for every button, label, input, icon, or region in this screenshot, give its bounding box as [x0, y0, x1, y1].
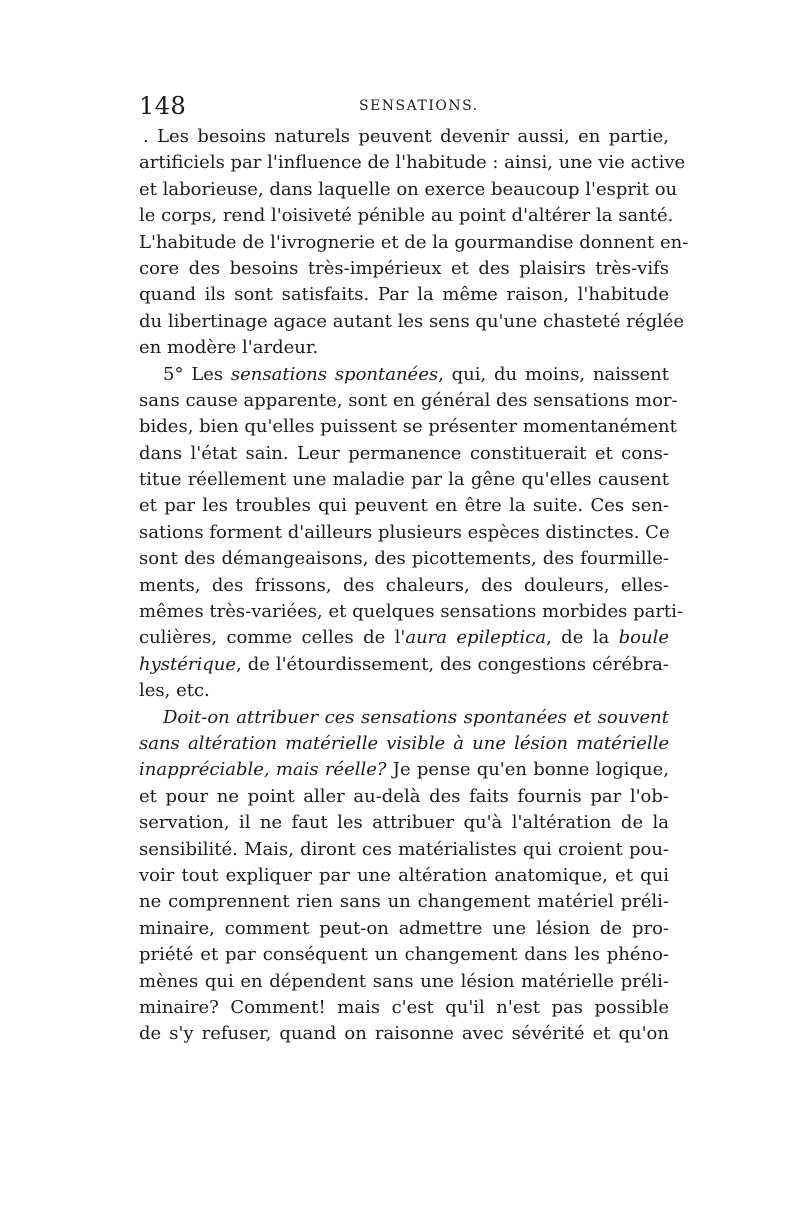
- italic-text: sensations spontanées: [230, 363, 439, 385]
- text-line: [139, 652, 669, 678]
- text-segment: artificiels par l'influence de l'habitude : ainsi, une vie active: [139, 152, 686, 174]
- text-segment: ne comprennent rien sans un changement matériel préli-: [139, 891, 669, 913]
- text-line: [139, 995, 669, 1021]
- text-line: [139, 599, 683, 625]
- text-line: [139, 230, 689, 256]
- text-line: [139, 362, 669, 388]
- text-segment: quand ils sont satisfaits. Par la même raison, l'habitude: [139, 284, 669, 306]
- text-segment: sensibilité. Mais, diront ces matérialistes qui croient pou-: [139, 838, 669, 860]
- text-line: [139, 467, 669, 493]
- text-segment: bides, bien qu'elles puissent se présenter momentanément: [139, 416, 677, 438]
- text-segment: mènes qui en dépendent sans une lésion matérielle préli-: [139, 970, 669, 992]
- text-line: [139, 388, 678, 414]
- text-line: [139, 969, 669, 995]
- italic-text: aura epileptica: [405, 627, 547, 649]
- text-line: [139, 705, 669, 731]
- text-segment: et laborieuse, dans laquelle on exerce beaucoup l'esprit ou: [139, 178, 678, 200]
- italic-text: sans altération matérielle visible à une lésion matérielle: [139, 732, 669, 754]
- text-segment: sations forment d'ailleurs plusieurs espèces distinctes. Ce: [139, 521, 670, 543]
- text-line: [139, 625, 669, 651]
- text-segment: les, etc.: [139, 680, 210, 702]
- text-line: [139, 784, 669, 810]
- page-number: 148: [139, 92, 187, 120]
- text-segment: et pour ne point aller au-delà des faits fournis par l'ob-: [139, 785, 669, 807]
- text-segment: culières, comme celles de l': [139, 627, 406, 649]
- text-segment: . Les besoins naturels peuvent devenir aussi, en partie,: [143, 126, 669, 147]
- text-line: [139, 1021, 669, 1047]
- body-text: [139, 124, 689, 1048]
- text-line: [139, 678, 669, 704]
- text-segment: dans l'état sain. Leur permanence constituerait et cons-: [139, 442, 669, 464]
- text-segment: voir tout expliquer par une altération anatomique, et qui: [139, 864, 669, 886]
- text-line: [139, 282, 669, 308]
- text-line: [139, 546, 669, 572]
- text-segment: mêmes très-variées, et quelques sensations morbides parti-: [139, 601, 683, 623]
- text-line: [139, 889, 669, 915]
- text-line: [139, 124, 669, 150]
- text-segment: minaire? Comment! mais c'est qu'il n'est pas possible: [139, 996, 669, 1018]
- text-line: [139, 441, 669, 467]
- text-segment: core des besoins très-impérieux et des plaisirs très-vifs: [139, 257, 669, 279]
- text-line: [139, 520, 669, 546]
- page-header: [139, 92, 669, 126]
- text-line: [139, 837, 669, 863]
- text-line: [139, 493, 669, 519]
- italic-text: Doit-on attribuer ces sensations spontanées et souvent: [163, 706, 669, 728]
- text-segment: sont des démangeaisons, des picottements, des fourmille-: [139, 548, 669, 570]
- text-segment: Je pense qu'en bonne logique,: [386, 759, 669, 781]
- text-segment: , qui, du moins, naissent: [438, 363, 669, 385]
- text-segment: 5° Les: [163, 363, 231, 385]
- text-line: [139, 810, 669, 836]
- text-segment: titue réellement une maladie par la gêne qu'elles causent: [139, 469, 669, 491]
- text-line: [139, 256, 669, 282]
- text-line: [139, 309, 685, 335]
- text-segment: le corps, rend l'oisiveté pénible au point d'altérer la santé.: [139, 205, 674, 227]
- text-segment: ments, des frissons, des chaleurs, des douleurs, elles-: [139, 574, 669, 596]
- text-segment: et par les troubles qui peuvent en être la suite. Ces sen-: [139, 495, 669, 517]
- text-segment: du libertinage agace autant les sens qu'une chasteté réglée: [139, 310, 685, 332]
- running-head: SENSATIONS.: [359, 98, 479, 114]
- text-segment: L'habitude de l'ivrognerie et de la gourmandise donnent en-: [139, 231, 689, 253]
- text-segment: en modère l'ardeur.: [139, 337, 319, 359]
- text-line: [139, 414, 677, 440]
- text-segment: servation, il ne faut les attribuer qu'à l'altération de la: [139, 812, 669, 834]
- text-line: [139, 757, 669, 783]
- italic-text: boule: [618, 627, 669, 649]
- text-line: [139, 916, 669, 942]
- text-segment: priété et par conséquent un changement dans les phéno-: [139, 944, 669, 966]
- text-line: [139, 942, 669, 968]
- text-line: [139, 731, 669, 757]
- text-line: [139, 203, 674, 229]
- text-line: [139, 150, 686, 176]
- text-line: [139, 335, 669, 361]
- text-segment: , de l'étourdissement, des congestions cérébra-: [236, 653, 669, 675]
- text-segment: de s'y refuser, quand on raisonne avec sévérité et qu'on: [139, 1023, 669, 1045]
- text-segment: sans cause apparente, sont en général des sensations mor-: [139, 389, 678, 411]
- text-line: [139, 863, 669, 889]
- text-line: [139, 573, 669, 599]
- italic-text: inappréciable, mais réelle?: [139, 759, 387, 781]
- text-segment: , de la: [546, 627, 619, 649]
- italic-text: hystérique: [139, 653, 237, 675]
- text-segment: minaire, comment peut-on admettre une lésion de pro-: [139, 917, 669, 939]
- text-line: [139, 177, 678, 203]
